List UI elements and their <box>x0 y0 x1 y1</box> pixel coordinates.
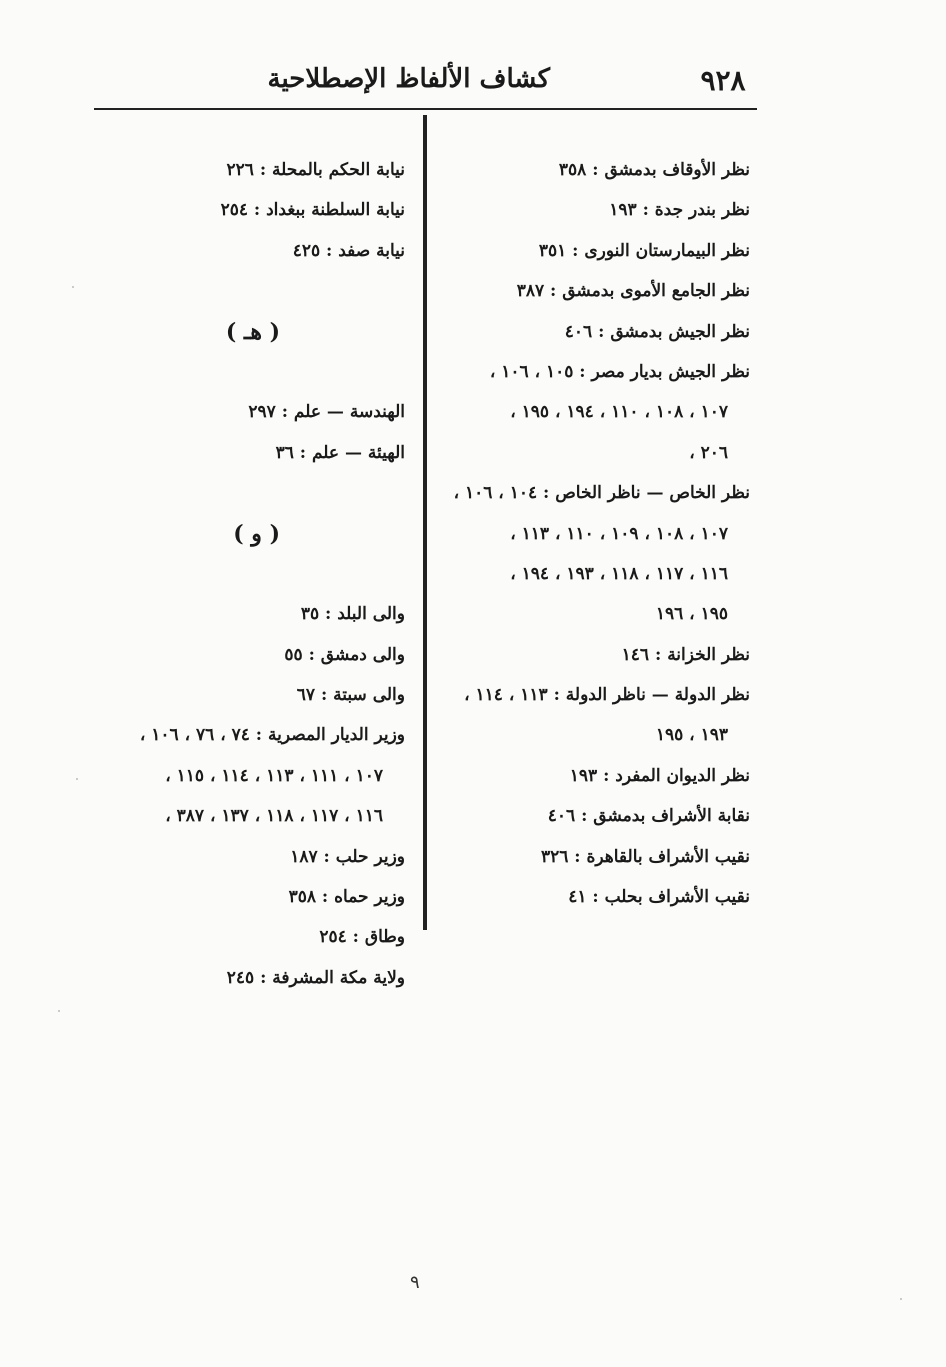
spacer <box>100 271 405 311</box>
left-block-waw <box>100 594 405 998</box>
index-entry: الهيئة — علم : ٣٦ <box>275 442 405 463</box>
index-entry-continuation: ١٠٧ ، ١٠٨ ، ١٠٩ ، ١١٠ ، ١١٣ ، <box>510 523 728 544</box>
scan-speck <box>72 286 74 288</box>
index-entry: ولاية مكة المشرفة : ٢٤٥ <box>226 967 405 988</box>
index-entry: نظر البيمارستان النورى : ٣٥١ <box>538 240 750 261</box>
index-entry: نقابة الأشراف بدمشق : ٤٠٦ <box>547 806 750 827</box>
index-entry-continuation: ١٠٧ ، ١٠٨ ، ١١٠ ، ١٩٤ ، ١٩٥ ، <box>510 402 728 423</box>
index-entry: نيابة صفد : ٤٢٥ <box>292 240 405 261</box>
index-entry: والى سبتة : ٦٧ <box>296 685 405 706</box>
index-entry: نقيب الأشراف بالقاهرة : ٣٢٦ <box>540 846 750 867</box>
scan-speck <box>900 1298 902 1300</box>
column-divider <box>423 115 427 930</box>
index-entry: وزير حماه : ٣٥٨ <box>288 887 405 908</box>
index-entry: والى دمشق : ٥٥ <box>284 644 405 665</box>
index-entry: نظر الجامع الأموى بدمشق : ٣٨٧ <box>516 281 750 302</box>
index-entry: نظر الخزانة : ١٤٦ <box>621 644 750 665</box>
index-entry: نظر الجيش بدمشق : ٤٠٦ <box>564 321 750 342</box>
scan-speck <box>76 778 78 780</box>
left-block-nun <box>100 150 405 271</box>
index-entry-continuation: ١٩٥ ، ١٩٦ <box>655 604 728 625</box>
index-entry: نيابة السلطنة ببغداد : ٢٥٤ <box>220 200 405 221</box>
scan-speck <box>58 1010 60 1012</box>
index-entry-continuation: ١١٦ ، ١١٧ ، ١١٨ ، ١٣٧ ، ٣٨٧ ، <box>165 806 383 827</box>
section-heading-ha: ( هـ ) <box>225 318 280 345</box>
index-entry: نقيب الأشراف بحلب : ٤١ <box>568 887 750 908</box>
index-entry-continuation: ١٠٧ ، ١١١ ، ١١٣ ، ١١٤ ، ١١٥ ، <box>165 765 383 786</box>
index-entry: نيابة الحكم بالمحلة : ٢٢٦ <box>226 160 405 180</box>
spacer <box>100 352 405 392</box>
index-entry-continuation: ١٩٣ ، ١٩٥ <box>655 725 728 746</box>
index-entry: وطاق : ٢٥٤ <box>319 927 405 948</box>
left-block-ha <box>100 392 405 473</box>
index-entry-continuation: ٢٠٦ ، <box>689 442 728 463</box>
spacer <box>100 473 405 513</box>
index-entry: وزير الديار المصرية : ٧٤ ، ٧٦ ، ١٠٦ ، <box>139 725 405 746</box>
footer-mark: ٩ <box>410 1272 420 1293</box>
index-entry-continuation: ١١٦ ، ١١٧ ، ١١٨ ، ١٩٣ ، ١٩٤ ، <box>510 563 728 584</box>
index-entry: نظر الجيش بديار مصر : ١٠٥ ، ١٠٦ ، <box>489 361 750 382</box>
spacer <box>100 554 405 594</box>
index-entry: وزير حلب : ١٨٧ <box>290 846 405 867</box>
index-entry: نظر الأوقاف بدمشق : ٣٥٨ <box>558 160 750 180</box>
right-column <box>440 150 750 917</box>
running-header-title: كشاف الألفاظ الإصطلاحية <box>267 64 550 94</box>
index-entry: نظر بندر جدة : ١٩٣ <box>609 200 750 221</box>
index-entry: الهندسة — علم : ٢٩٧ <box>248 402 405 423</box>
section-heading-waw: ( و ) <box>233 520 280 547</box>
index-entry: نظر الديوان المفرد : ١٩٣ <box>569 765 750 786</box>
index-entry: والى البلد : ٣٥ <box>300 604 405 625</box>
left-column <box>100 150 405 998</box>
index-entry: نظر الدولة — ناظر الدولة : ١١٣ ، ١١٤ ، <box>464 685 750 706</box>
header-rule <box>94 108 757 110</box>
page-number: ٩٢٨ <box>700 64 746 97</box>
index-entry: نظر الخاص — ناظر الخاص : ١٠٤ ، ١٠٦ ، <box>453 483 750 504</box>
